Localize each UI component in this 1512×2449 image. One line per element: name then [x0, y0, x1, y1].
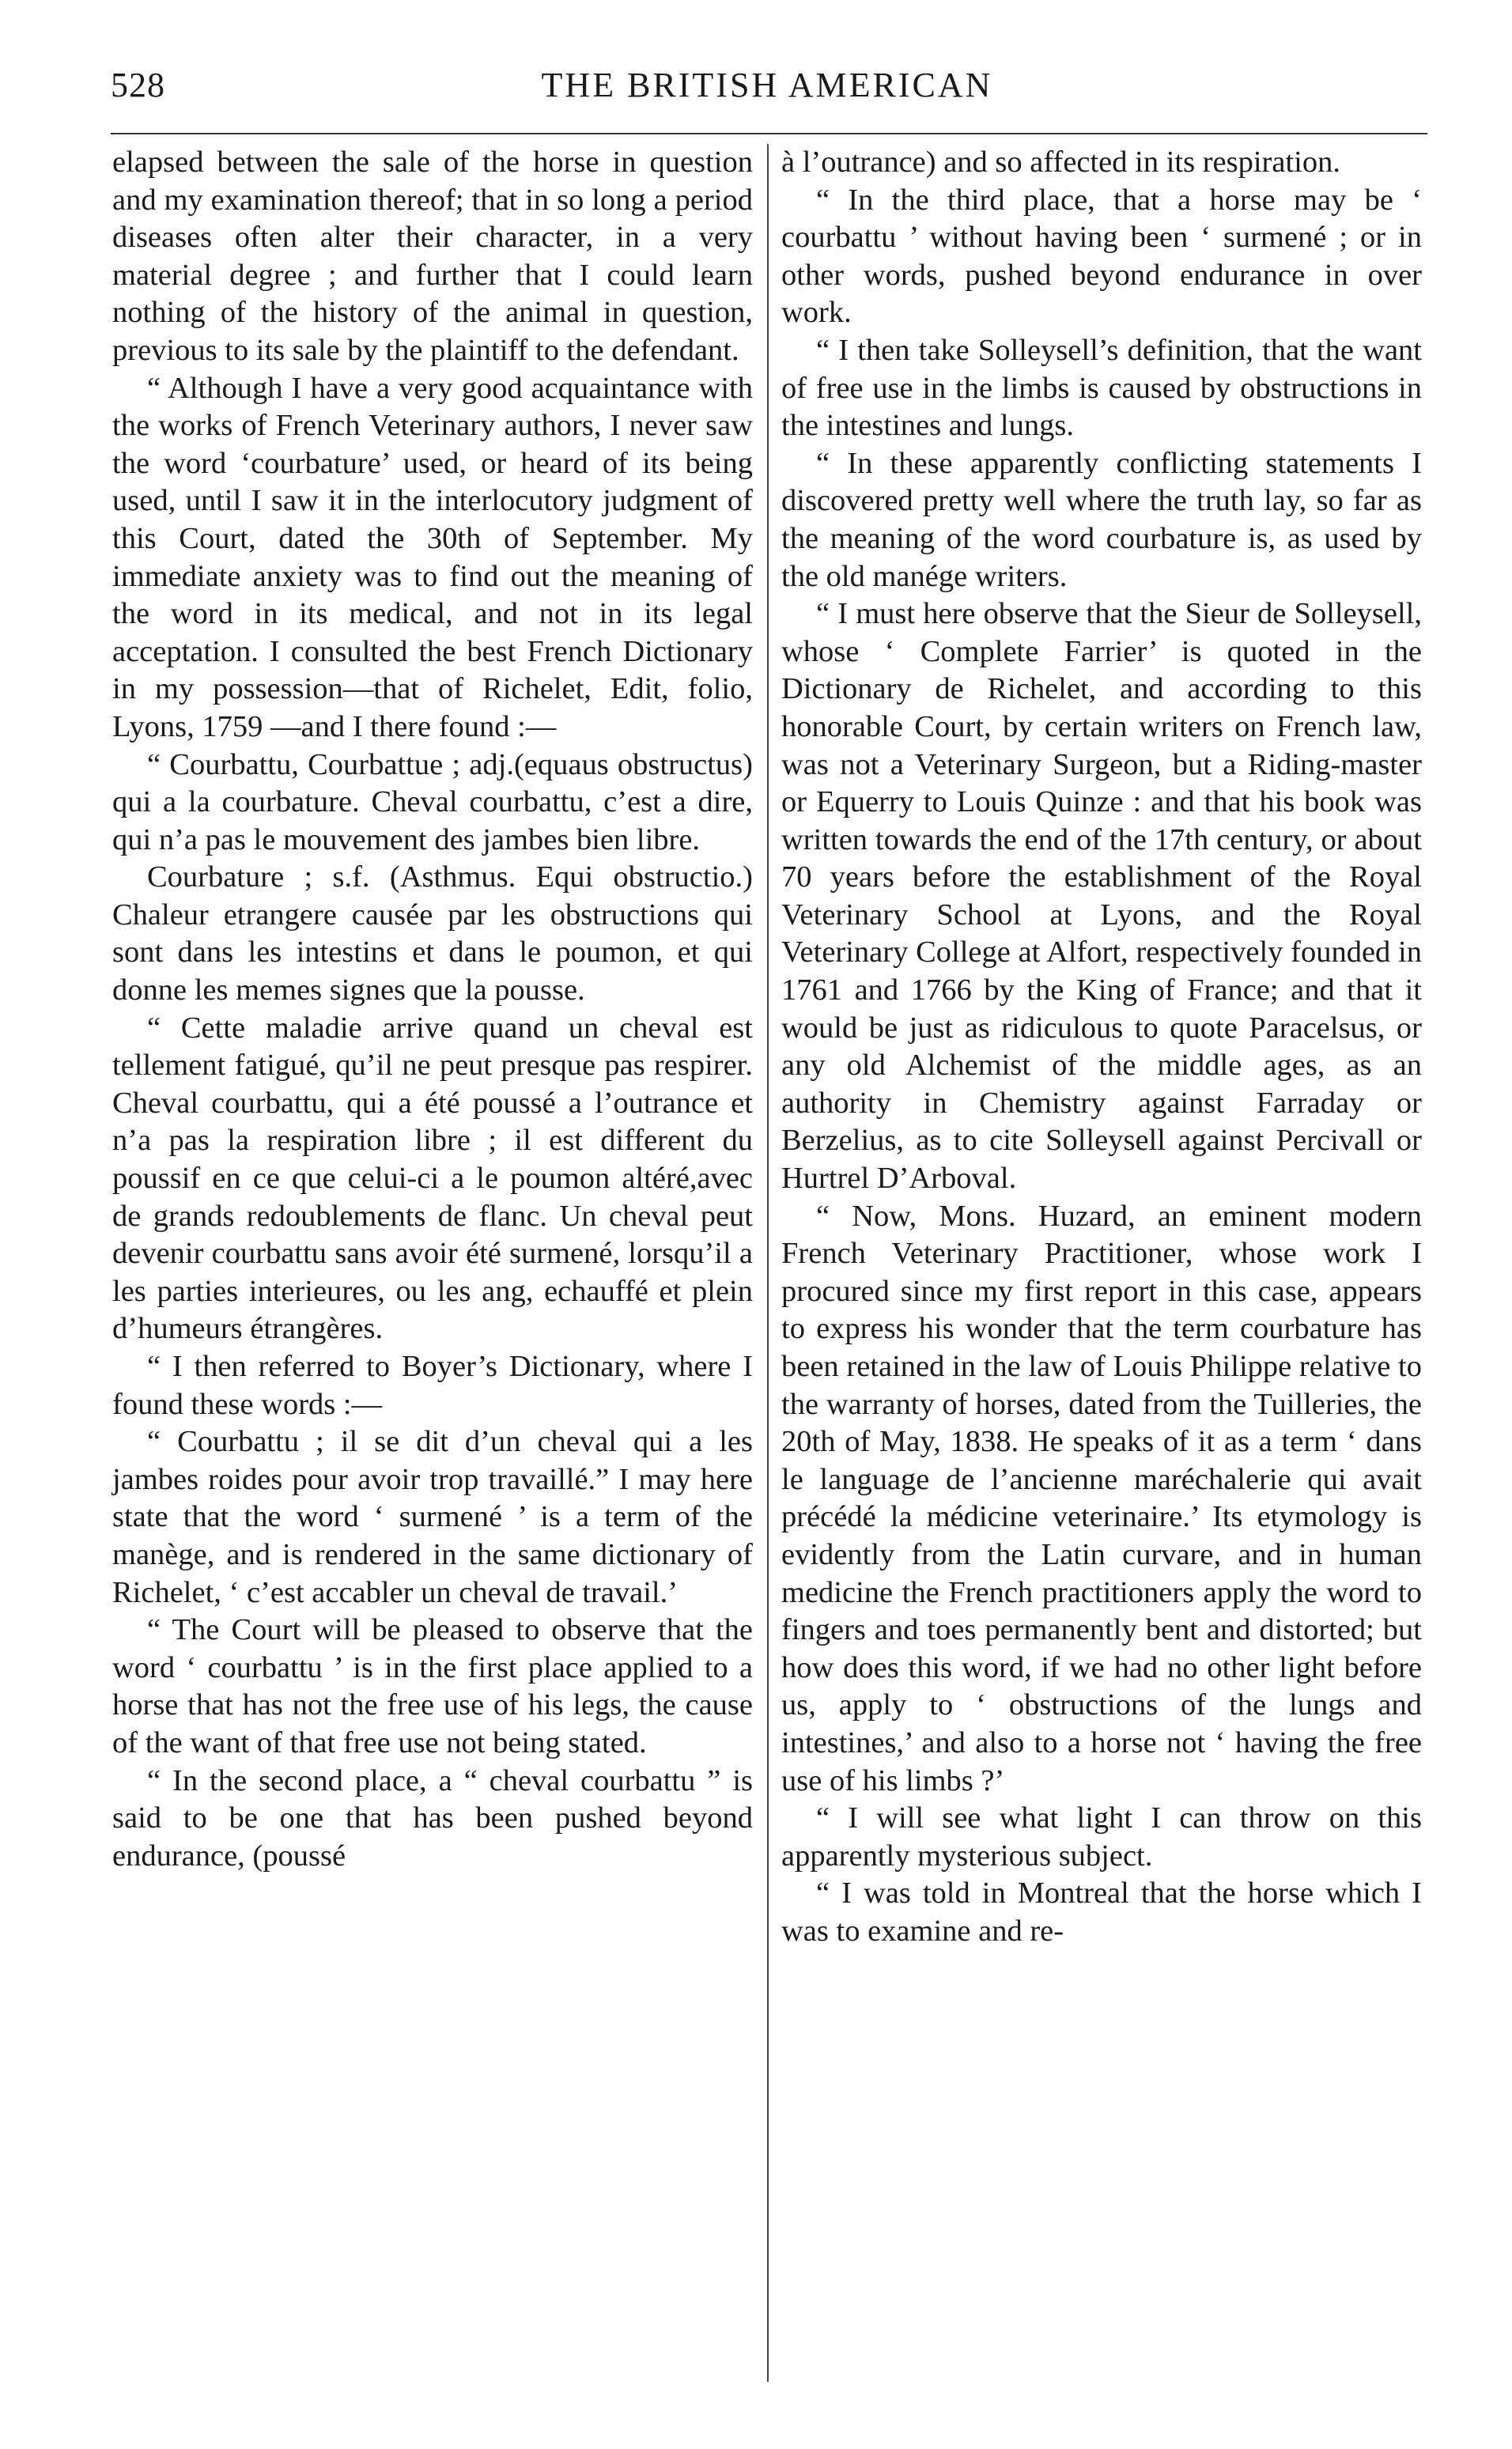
page-number: 528: [111, 66, 165, 104]
column-divider: [767, 144, 769, 2382]
running-header: [111, 65, 1423, 120]
paragraph: “ I then referred to Boyer’s Dictionary, where I found these words :—: [112, 1350, 753, 1421]
header-rule: [111, 133, 1427, 134]
paragraph: “ In these apparently conflicting statements I discovered pretty well where the truth lay, so far as the meaning of the word courbature is, as used by the old manége writers.: [781, 446, 1422, 593]
paragraph: à l’outrance) and so affected in its respiration.: [781, 146, 1340, 179]
paragraph: “ I was told in Montreal that the horse which I was to examine and re-: [781, 1876, 1422, 1948]
paragraph: elapsed between the sale of the horse in question and my examination thereof; that in so long a period diseases often alter their character, in a very material degree ; and further that I could learn nothing of the history of the animal in question, previous to its sale by the plaintiff to the defendant.: [112, 146, 753, 367]
paragraph: “ Now, Mons. Huzard, an eminent modern French Veterinary Practitioner, whose work I procured since my first report in this case, appears to express his wonder that the term courbature has been retained in the law of Louis Philippe relative to the warranty of horses, dated from the Tuilleries, the 20th of May, 1838. He speaks of it as a term ‘ dans le language de l’ancienne maréchalerie qui avait précédé la médicine veterinaire.’ Its etymology is evidently from the Latin curvare, and in human medicine the French practitioners apply the word to fingers and toes permanently bent and distorted; but how does this word, if we had no other light before us, apply to ‘ obstructions of the lungs and intestines,’ and also to a horse not ‘ having the free use of his limbs ?’: [781, 1199, 1422, 1797]
paragraph: “ Courbattu, Courbattue ; adj.(equaus obstructus) qui a la courbature. Cheval courbattu, c’est a dire, qui n’a pas le mouvement des jambes bien libre.: [112, 747, 753, 856]
paragraph: “ In the third place, that a horse may be ‘ courbattu ’ without having been ‘ surmené ; or in other words, pushed beyond endurance in over work.: [781, 183, 1422, 330]
paragraph: “ Courbattu ; il se dit d’un cheval qui a les jambes roides pour avoir trop travaillé.” I may here state that the word ‘ surmené ’ is a term of the manège, and is rendered in the same dictionary of Richelet, ‘ c’est accabler un cheval de travail.’: [112, 1425, 753, 1609]
paragraph: “ I will see what light I can throw on this apparently mysterious subject.: [781, 1801, 1422, 1873]
left-column: [112, 144, 753, 1875]
paragraph: “ I must here observe that the Sieur de Solleysell, whose ‘ Complete Farrier’ is quoted in the Dictionary de Richelet, and according to this honorable Court, by certain writers on French law, was not a Veterinary Surgeon, but a Riding-master or Equerry to Louis Quinze : and that his book was written towards the end of the 17th century, or about 70 years before the establishment of the Royal Veterinary School at Lyons, and the Royal Veterinary College at Alfort, respectively founded in 1761 and 1766 by the King of France; and that it would be just as ridiculous to quote Paracelsus, or any old Alchemist of the middle ages, as an authority in Chemistry against Farraday or Berzelius, as to cite Solleysell against Percivall or Hurtrel D’Arboval.: [781, 597, 1422, 1196]
paragraph: “ The Court will be pleased to observe that the word ‘ courbattu ’ is in the first place applied to a horse that has not the free use of his legs, the cause of the want of that free use not being stated.: [112, 1613, 753, 1759]
paragraph: “ In the second place, a “ cheval courbattu ” is said to be one that has been pushed beyond endurance, (poussé: [112, 1763, 753, 1873]
paragraph: “ Although I have a very good acquaintance with the works of French Veterinary authors, I never saw the word ‘courbature’ used, or heard of its being used, until I saw it in the interlocutory judgment of this Court, dated the 30th of September. My immediate anxiety was to find out the meaning of the word in its medical, and not in its legal acceptation. I consulted the best French Dictionary in my possession—that of Richelet, Edit, folio, Lyons, 1759 —and I there found :—: [112, 371, 753, 743]
right-column: [781, 144, 1422, 1951]
running-head-title: THE BRITISH AMERICAN: [541, 66, 993, 104]
paragraph: “ I then take Solleysell’s definition, that the want of free use in the limbs is caused by obstructions in the intestines and lungs.: [781, 333, 1422, 443]
paragraph: Courbature ; s.f. (Asthmus. Equi obstructio.) Chaleur etrangere causée par les obstructions qui sont dans les intestins et dans le poumon, et qui donne les memes signes que la pousse.: [112, 860, 753, 1007]
paragraph: “ Cette maladie arrive quand un cheval est tellement fatigué, qu’il ne peut presque pas respirer. Cheval courbattu, qui a été poussé a l’outrance et n’a pas la respiration libre ; il est different du poussif en ce que celui-ci a le poumon altéré,avec de grands redoublements de flanc. Un cheval peut devenir courbattu sans avoir été surmené, lorsqu’il a les parties interieures, ou les ang, echauffé et plein d’humeurs étrangères.: [112, 1011, 753, 1346]
